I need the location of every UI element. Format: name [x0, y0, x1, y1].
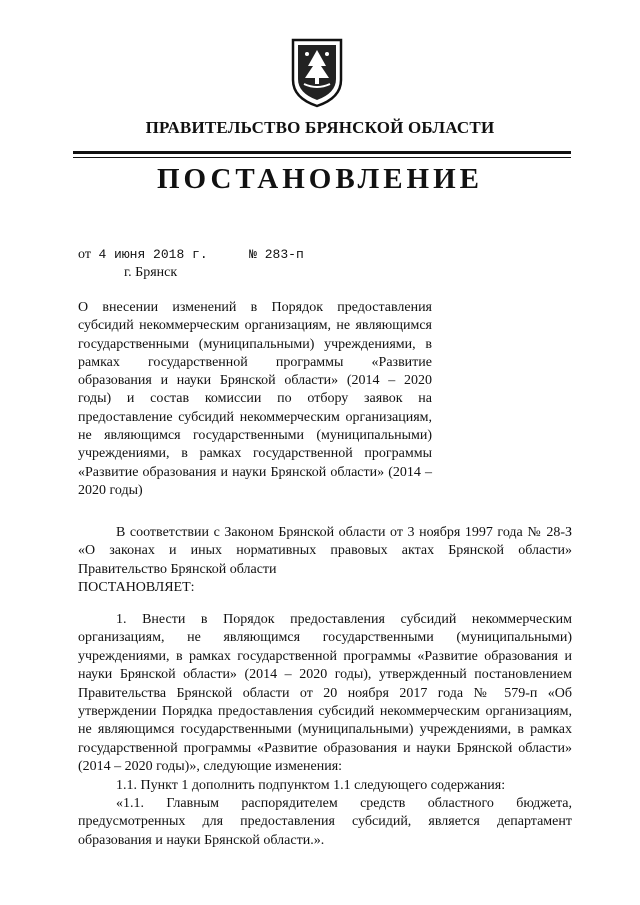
date-number-line: [78, 247, 304, 263]
decree-item-1-1: 1.1. Пункт 1 дополнить подпунктом 1.1 следующего содержания:: [116, 777, 506, 793]
preamble-block: [78, 524, 572, 598]
header-rule-thin: [73, 157, 571, 158]
document-city: г. Брянск: [124, 265, 178, 280]
decree-item-1-1-text: «1.1. Главным распорядителем средств областного бюджета, предусмотренных для предоставления субсидий, является департамент образования и науки Брянской области.».: [78, 796, 572, 848]
coat-of-arms-icon: [289, 36, 345, 108]
header-rule-thick: [73, 151, 571, 154]
document-subject: О внесении изменений в Порядок предоставления субсидий некоммерческим организациям, не являющимся государственными (муниципальными) учреждениями, в рамках государственной программы «Развитие образования и науки Брянской области» (2014 – 2020 годы) и состав комиссии по отбору заявок на предоставление субсидий некоммерческим организациям, не являющимся государственными (муниципальными) учреждениями, в рамках государственной программы «Развитие образования и науки Брянской области» (2014 – 2020 годы): [78, 300, 432, 498]
decree-item-1: 1. Внести в Порядок предоставления субсидий некоммерческим организациям, не являющимся государственными (муниципальными) учреждениями, в рамках государственной программы «Развитие образования и науки Брянской области» (2014 – 2020 годы), утвержденный постановлением Правительства Брянской области от 20 ноября 2017 года № 579-п «Об утверждении Порядка предоставления субсидий некоммерческим организациям, не являющимся государственными (муниципальными) учреждениями, в рамках государственной программы «Развитие образования и науки Брянской области» (2014 – 2020 годы)», следующие изменения:: [78, 612, 572, 775]
document-date: 4 июня 2018 г.: [98, 247, 208, 262]
date-prefix: от: [78, 247, 91, 262]
decree-word: ПОСТАНОВЛЯЕТ:: [78, 580, 195, 596]
document-type-title: ПОСТАНОВЛЕНИЕ: [156, 163, 483, 195]
government-title: ПРАВИТЕЛЬСТВО БРЯНСКОЙ ОБЛАСТИ: [145, 118, 495, 137]
preamble-text: В соответствии с Законом Брянской области от 3 ноября 1997 года № 28-З «О законах и иных нормативных правовых актах Брянской области» Правительство Брянской области: [78, 525, 572, 577]
decree-items: [78, 611, 572, 850]
document-number: № 283-п: [249, 247, 304, 262]
